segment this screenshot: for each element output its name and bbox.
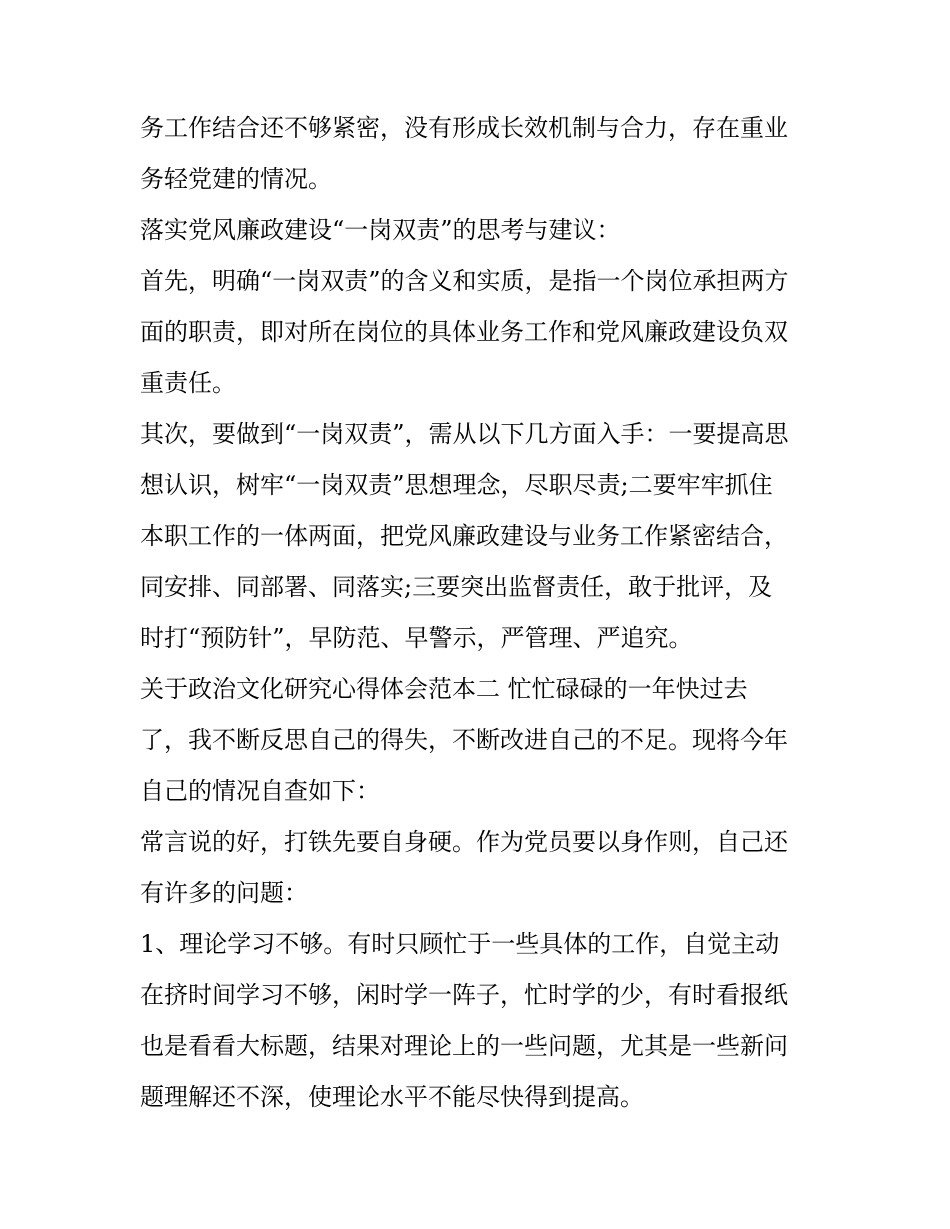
text-line: 1、理论学习不够。有时只顾忙于一些具体的工作，自觉主动 (140, 930, 780, 958)
text-line: 重责任。 (140, 369, 236, 397)
text-line: 在挤时间学习不够，闲时学一阵子，忙时学的少，有时看报纸 (140, 981, 788, 1009)
text-line: 面的职责，即对所在岗位的具体业务工作和党风廉政建设负双 (140, 318, 788, 346)
text-line: 务轻党建的情况。 (140, 165, 332, 193)
text-line: 想认识，树牢“一岗双责”思想理念，尽职尽责;二要牢牢抓住 (140, 471, 773, 499)
text-line: 关于政治文化研究心得体会范本二 忙忙碌碌的一年快过去 (140, 675, 748, 703)
text-line: 本职工作的一体两面，把党风廉政建设与业务工作紧密结合， (140, 522, 788, 550)
text-line: 也是看看大标题，结果对理论上的一些问题，尤其是一些新问 (140, 1032, 788, 1060)
text-line: 同安排、同部署、同落实;三要突出监督责任，敢于批评，及 (140, 573, 773, 601)
text-line: 时打“预防针”，早防范、早警示，严管理、严追究。 (140, 624, 693, 652)
text-line: 其次，要做到“一岗双责”，需从以下几方面入手：一要提高思 (140, 420, 789, 448)
text-line: 常言说的好，打铁先要自身硬。作为党员要以身作则，自己还 (140, 828, 788, 856)
text-line: 自己的情况自查如下： (140, 777, 380, 805)
document-body (140, 103, 830, 1123)
text-line: 务工作结合还不够紧密，没有形成长效机制与合力，存在重业 (140, 114, 788, 142)
text-line: 有许多的问题： (140, 879, 308, 907)
text-line: 落实党风廉政建设“一岗双责”的思考与建议： (140, 216, 621, 244)
text-line: 了，我不断反思自己的得失，不断改进自己的不足。现将今年 (140, 726, 788, 754)
text-line: 首先，明确“一岗双责”的含义和实质，是指一个岗位承担两方 (140, 267, 789, 295)
text-line: 题理解还不深，使理论水平不能尽快得到提高。 (140, 1083, 644, 1111)
